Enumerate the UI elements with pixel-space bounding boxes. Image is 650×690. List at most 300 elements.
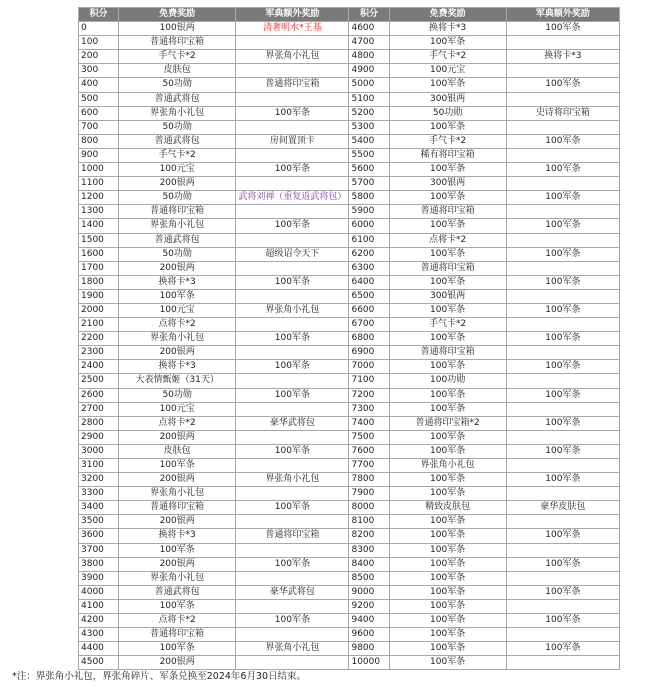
points-cell: 9000 <box>349 585 389 599</box>
extra-reward-cell <box>506 289 619 303</box>
free-reward-cell: 100军条 <box>389 360 506 374</box>
free-reward-cell: 50功勋 <box>119 247 236 261</box>
table-row <box>79 473 620 487</box>
extra-reward-cell <box>236 459 349 473</box>
points-cell: 6800 <box>349 332 389 346</box>
points-cell: 4400 <box>79 642 119 656</box>
free-reward-cell: 100军条 <box>389 36 506 50</box>
points-cell: 2500 <box>79 374 119 388</box>
extra-reward-cell: 界张角小礼包 <box>236 50 349 64</box>
free-reward-cell: 100军条 <box>389 599 506 613</box>
free-reward-cell: 200银两 <box>119 261 236 275</box>
extra-reward-cell: 100军条 <box>506 163 619 177</box>
extra-reward-cell: 界张角小礼包 <box>236 303 349 317</box>
table-row <box>79 614 620 628</box>
points-cell: 400 <box>79 78 119 92</box>
points-cell: 8300 <box>349 543 389 557</box>
extra-reward-cell <box>236 120 349 134</box>
points-cell: 1200 <box>79 191 119 205</box>
extra-reward-cell <box>506 233 619 247</box>
free-reward-cell: 界张角小礼包 <box>119 487 236 501</box>
points-cell: 7600 <box>349 444 389 458</box>
points-cell: 2600 <box>79 388 119 402</box>
extra-reward-cell: 100军条 <box>506 473 619 487</box>
table-row <box>79 543 620 557</box>
free-reward-cell: 点将卡*2 <box>119 416 236 430</box>
extra-reward-cell <box>236 148 349 162</box>
points-cell: 800 <box>79 134 119 148</box>
points-cell: 2100 <box>79 318 119 332</box>
points-cell: 4900 <box>349 64 389 78</box>
extra-reward-cell <box>236 318 349 332</box>
points-cell: 7400 <box>349 416 389 430</box>
free-reward-cell: 100军条 <box>389 303 506 317</box>
free-reward-cell: 手气卡*2 <box>119 50 236 64</box>
extra-reward-cell: 超级诏令天下 <box>236 247 349 261</box>
free-reward-cell: 100军条 <box>389 529 506 543</box>
table-row <box>79 50 620 64</box>
extra-reward-cell: 清奢明水*王基 <box>236 22 349 36</box>
extra-reward-cell <box>236 289 349 303</box>
table-row <box>79 106 620 120</box>
extra-reward-cell: 100军条 <box>506 614 619 628</box>
points-cell: 4100 <box>79 599 119 613</box>
table-row <box>79 64 620 78</box>
table-row <box>79 459 620 473</box>
extra-reward-cell: 100军条 <box>506 275 619 289</box>
extra-reward-cell <box>506 261 619 275</box>
points-cell: 8500 <box>349 571 389 585</box>
extra-reward-cell <box>506 402 619 416</box>
free-reward-cell: 皮肤包 <box>119 64 236 78</box>
free-reward-cell: 100军条 <box>389 487 506 501</box>
table-row <box>79 134 620 148</box>
points-cell: 5600 <box>349 163 389 177</box>
table-row <box>79 318 620 332</box>
points-cell: 2900 <box>79 430 119 444</box>
table-row <box>79 247 620 261</box>
points-cell: 6200 <box>349 247 389 261</box>
extra-reward-cell <box>506 205 619 219</box>
table-row <box>79 177 620 191</box>
free-reward-cell: 100军条 <box>389 628 506 642</box>
free-reward-cell: 100军条 <box>389 543 506 557</box>
points-cell: 2700 <box>79 402 119 416</box>
table-row <box>79 557 620 571</box>
free-reward-cell: 200银两 <box>119 473 236 487</box>
free-reward-cell: 点将卡*2 <box>119 614 236 628</box>
extra-reward-cell: 100军条 <box>506 444 619 458</box>
header-extra-right: 军典额外奖励 <box>506 8 619 22</box>
extra-reward-cell <box>236 261 349 275</box>
extra-reward-cell: 100军条 <box>236 219 349 233</box>
free-reward-cell: 100元宝 <box>119 303 236 317</box>
extra-reward-cell <box>236 36 349 50</box>
points-cell: 2200 <box>79 332 119 346</box>
points-cell: 2400 <box>79 360 119 374</box>
points-cell: 1500 <box>79 233 119 247</box>
extra-reward-cell: 100军条 <box>236 275 349 289</box>
free-reward-cell: 普通将印宝箱 <box>389 205 506 219</box>
free-reward-cell: 换将卡*3 <box>389 22 506 36</box>
extra-reward-cell: 豪华皮肤包 <box>506 501 619 515</box>
free-reward-cell: 100军条 <box>389 191 506 205</box>
free-reward-cell: 100军条 <box>119 543 236 557</box>
points-cell: 7000 <box>349 360 389 374</box>
free-reward-cell: 100军条 <box>389 656 506 670</box>
free-reward-cell: 换将卡*3 <box>119 360 236 374</box>
extra-reward-cell: 界张角小礼包 <box>236 642 349 656</box>
points-cell: 1000 <box>79 163 119 177</box>
extra-reward-cell <box>506 571 619 585</box>
points-cell: 1300 <box>79 205 119 219</box>
points-cell: 4000 <box>79 585 119 599</box>
table-row <box>79 374 620 388</box>
table-row <box>79 388 620 402</box>
points-cell: 6000 <box>349 219 389 233</box>
extra-reward-cell <box>506 628 619 642</box>
header-free-left: 免费奖励 <box>119 8 236 22</box>
extra-reward-cell <box>236 402 349 416</box>
free-reward-cell: 100军条 <box>389 219 506 233</box>
extra-reward-cell: 普通将印宝箱 <box>236 529 349 543</box>
extra-reward-cell <box>506 515 619 529</box>
points-cell: 4700 <box>349 36 389 50</box>
free-reward-cell: 普通将印宝箱*2 <box>389 416 506 430</box>
extra-reward-cell: 100军条 <box>236 332 349 346</box>
points-cell: 1700 <box>79 261 119 275</box>
table-row <box>79 289 620 303</box>
points-cell: 1100 <box>79 177 119 191</box>
points-cell: 6700 <box>349 318 389 332</box>
free-reward-cell: 200银两 <box>119 515 236 529</box>
points-cell: 9200 <box>349 599 389 613</box>
table-row <box>79 219 620 233</box>
free-reward-cell: 100军条 <box>389 614 506 628</box>
extra-reward-cell <box>506 374 619 388</box>
extra-reward-cell <box>506 599 619 613</box>
free-reward-cell: 普通武将包 <box>119 92 236 106</box>
points-cell: 0 <box>79 22 119 36</box>
points-cell: 5100 <box>349 92 389 106</box>
free-reward-cell: 100军条 <box>389 571 506 585</box>
extra-reward-cell: 100军条 <box>236 106 349 120</box>
table-row <box>79 163 620 177</box>
extra-reward-cell <box>236 571 349 585</box>
points-cell: 7100 <box>349 374 389 388</box>
points-cell: 300 <box>79 64 119 78</box>
free-reward-cell: 200银两 <box>119 656 236 670</box>
points-cell: 7900 <box>349 487 389 501</box>
free-reward-cell: 100银两 <box>119 22 236 36</box>
extra-reward-cell: 普通将印宝箱 <box>236 78 349 92</box>
points-cell: 7200 <box>349 388 389 402</box>
points-cell: 700 <box>79 120 119 134</box>
free-reward-cell: 普通将印宝箱 <box>389 261 506 275</box>
points-cell: 3000 <box>79 444 119 458</box>
points-cell: 5300 <box>349 120 389 134</box>
points-cell: 6600 <box>349 303 389 317</box>
extra-reward-cell <box>506 430 619 444</box>
extra-reward-cell <box>236 515 349 529</box>
table-row <box>79 628 620 642</box>
extra-reward-cell <box>236 487 349 501</box>
free-reward-cell: 100军条 <box>119 599 236 613</box>
free-reward-cell: 300银两 <box>389 289 506 303</box>
extra-reward-cell: 武将刘禅（重复返武将包） <box>236 191 349 205</box>
free-reward-cell: 普通将印宝箱 <box>389 346 506 360</box>
points-cell: 5400 <box>349 134 389 148</box>
points-cell: 9400 <box>349 614 389 628</box>
points-cell: 200 <box>79 50 119 64</box>
points-cell: 3200 <box>79 473 119 487</box>
table-row <box>79 599 620 613</box>
table-row <box>79 529 620 543</box>
free-reward-cell: 100军条 <box>389 120 506 134</box>
free-reward-cell: 300银两 <box>389 92 506 106</box>
points-cell: 8400 <box>349 557 389 571</box>
points-cell: 3700 <box>79 543 119 557</box>
points-cell: 6900 <box>349 346 389 360</box>
extra-reward-cell <box>236 543 349 557</box>
free-reward-cell: 100军条 <box>389 163 506 177</box>
extra-reward-cell: 100军条 <box>506 557 619 571</box>
extra-reward-cell <box>506 36 619 50</box>
free-reward-cell: 200银两 <box>119 177 236 191</box>
extra-reward-cell: 100军条 <box>506 247 619 261</box>
points-cell: 5900 <box>349 205 389 219</box>
table-row <box>79 120 620 134</box>
table-row <box>79 205 620 219</box>
free-reward-cell: 100军条 <box>389 585 506 599</box>
extra-reward-cell: 100军条 <box>506 388 619 402</box>
extra-reward-cell <box>506 64 619 78</box>
free-reward-cell: 100功勋 <box>389 374 506 388</box>
free-reward-cell: 100军条 <box>119 459 236 473</box>
points-cell: 4500 <box>79 656 119 670</box>
table-row <box>79 92 620 106</box>
free-reward-cell: 换将卡*3 <box>119 275 236 289</box>
points-cell: 100 <box>79 36 119 50</box>
table-row <box>79 233 620 247</box>
free-reward-cell: 100军条 <box>119 289 236 303</box>
free-reward-cell: 换将卡*3 <box>119 529 236 543</box>
table-row <box>79 22 620 36</box>
table-row <box>79 78 620 92</box>
free-reward-cell: 50功勋 <box>389 106 506 120</box>
free-reward-cell: 大表情甄姬（31天） <box>119 374 236 388</box>
free-reward-cell: 100军条 <box>389 247 506 261</box>
points-cell: 6100 <box>349 233 389 247</box>
extra-reward-cell <box>506 120 619 134</box>
free-reward-cell: 界张角小礼包 <box>119 571 236 585</box>
extra-reward-cell <box>506 148 619 162</box>
table-row <box>79 571 620 585</box>
points-cell: 5000 <box>349 78 389 92</box>
points-cell: 7300 <box>349 402 389 416</box>
points-cell: 8000 <box>349 501 389 515</box>
table-row <box>79 642 620 656</box>
points-cell: 7800 <box>349 473 389 487</box>
points-cell: 600 <box>79 106 119 120</box>
extra-reward-cell: 100军条 <box>506 585 619 599</box>
points-cell: 4300 <box>79 628 119 642</box>
free-reward-cell: 普通武将包 <box>119 233 236 247</box>
table-row <box>79 303 620 317</box>
points-cell: 1400 <box>79 219 119 233</box>
table-row <box>79 487 620 501</box>
extra-reward-cell: 100军条 <box>506 303 619 317</box>
extra-reward-cell: 100军条 <box>236 444 349 458</box>
extra-reward-cell <box>506 656 619 670</box>
free-reward-cell: 100军条 <box>389 444 506 458</box>
free-reward-cell: 界张角小礼包 <box>119 106 236 120</box>
points-cell: 8200 <box>349 529 389 543</box>
extra-reward-cell: 100军条 <box>506 332 619 346</box>
points-cell: 6500 <box>349 289 389 303</box>
free-reward-cell: 精致皮肤包 <box>389 501 506 515</box>
table-body <box>79 22 620 670</box>
free-reward-cell: 普通武将包 <box>119 585 236 599</box>
free-reward-cell: 100军条 <box>389 430 506 444</box>
points-cell: 4800 <box>349 50 389 64</box>
extra-reward-cell: 100军条 <box>506 529 619 543</box>
extra-reward-cell: 换将卡*3 <box>506 50 619 64</box>
extra-reward-cell <box>506 543 619 557</box>
extra-reward-cell <box>506 318 619 332</box>
points-cell: 2800 <box>79 416 119 430</box>
points-cell: 4600 <box>349 22 389 36</box>
free-reward-cell: 100元宝 <box>389 64 506 78</box>
extra-reward-cell <box>236 233 349 247</box>
points-cell: 5800 <box>349 191 389 205</box>
free-reward-cell: 普通将印宝箱 <box>119 501 236 515</box>
free-reward-cell: 手气卡*2 <box>119 148 236 162</box>
table-row <box>79 148 620 162</box>
points-cell: 5200 <box>349 106 389 120</box>
extra-reward-cell: 100军条 <box>506 360 619 374</box>
extra-reward-cell: 100军条 <box>506 219 619 233</box>
points-cell: 10000 <box>349 656 389 670</box>
table-row <box>79 36 620 50</box>
points-cell: 7500 <box>349 430 389 444</box>
extra-reward-cell <box>236 374 349 388</box>
extra-reward-cell <box>236 92 349 106</box>
table-row <box>79 444 620 458</box>
free-reward-cell: 50功勋 <box>119 120 236 134</box>
extra-reward-cell: 史诗将印宝箱 <box>506 106 619 120</box>
extra-reward-cell: 100军条 <box>506 78 619 92</box>
points-cell: 3100 <box>79 459 119 473</box>
free-reward-cell: 100军条 <box>389 557 506 571</box>
table-row <box>79 275 620 289</box>
points-cell: 4200 <box>79 614 119 628</box>
points-cell: 2300 <box>79 346 119 360</box>
header-points-left: 积分 <box>79 8 119 22</box>
header-extra-left: 军典额外奖励 <box>236 8 349 22</box>
extra-reward-cell: 界张角小礼包 <box>236 473 349 487</box>
free-reward-cell: 稀有将印宝箱 <box>389 148 506 162</box>
points-cell: 9800 <box>349 642 389 656</box>
free-reward-cell: 100元宝 <box>119 402 236 416</box>
free-reward-cell: 100军条 <box>389 642 506 656</box>
points-cell: 1900 <box>79 289 119 303</box>
table-row <box>79 416 620 430</box>
header-row <box>79 8 620 22</box>
points-cell: 5700 <box>349 177 389 191</box>
extra-reward-cell <box>236 64 349 78</box>
points-cell: 500 <box>79 92 119 106</box>
points-cell: 3900 <box>79 571 119 585</box>
table-row <box>79 261 620 275</box>
table-row <box>79 346 620 360</box>
table-row <box>79 501 620 515</box>
free-reward-cell: 手气卡*2 <box>389 134 506 148</box>
free-reward-cell: 300银两 <box>389 177 506 191</box>
free-reward-cell: 100军条 <box>389 388 506 402</box>
free-reward-cell: 普通将印宝箱 <box>119 36 236 50</box>
free-reward-cell: 100元宝 <box>119 163 236 177</box>
extra-reward-cell <box>506 177 619 191</box>
header-points-right: 积分 <box>349 8 389 22</box>
table-row <box>79 332 620 346</box>
extra-reward-cell: 100军条 <box>506 642 619 656</box>
points-cell: 7700 <box>349 459 389 473</box>
extra-reward-cell <box>236 346 349 360</box>
extra-reward-cell: 100军条 <box>506 134 619 148</box>
free-reward-cell: 皮肤包 <box>119 444 236 458</box>
points-cell: 3600 <box>79 529 119 543</box>
points-cell: 3300 <box>79 487 119 501</box>
extra-reward-cell: 100军条 <box>236 163 349 177</box>
extra-reward-cell: 豪华武将包 <box>236 585 349 599</box>
extra-reward-cell: 100军条 <box>506 191 619 205</box>
free-reward-cell: 普通将印宝箱 <box>119 628 236 642</box>
table-row <box>79 430 620 444</box>
table-row <box>79 360 620 374</box>
footnote: *注：界张角小礼包，界张角碎片、军条兑换至2024年6月30日结束。 <box>12 671 307 682</box>
extra-reward-cell: 100军条 <box>506 416 619 430</box>
free-reward-cell: 200银两 <box>119 557 236 571</box>
extra-reward-cell <box>506 487 619 501</box>
free-reward-cell: 手气卡*2 <box>389 50 506 64</box>
table-row <box>79 402 620 416</box>
extra-reward-cell: 100军条 <box>236 388 349 402</box>
free-reward-cell: 100军条 <box>389 473 506 487</box>
points-cell: 1600 <box>79 247 119 261</box>
table-row <box>79 515 620 529</box>
extra-reward-cell: 房间置顶卡 <box>236 134 349 148</box>
extra-reward-cell: 100军条 <box>236 360 349 374</box>
free-reward-cell: 200银两 <box>119 346 236 360</box>
reward-table <box>78 7 620 670</box>
free-reward-cell: 100军条 <box>389 275 506 289</box>
points-cell: 3500 <box>79 515 119 529</box>
extra-reward-cell <box>506 92 619 106</box>
free-reward-cell: 50功勋 <box>119 191 236 205</box>
points-cell: 9600 <box>349 628 389 642</box>
free-reward-cell: 50功勋 <box>119 388 236 402</box>
table-row <box>79 585 620 599</box>
points-cell: 6300 <box>349 261 389 275</box>
extra-reward-cell <box>236 177 349 191</box>
points-cell: 3800 <box>79 557 119 571</box>
extra-reward-cell: 100军条 <box>236 557 349 571</box>
free-reward-cell: 界张角小礼包 <box>119 332 236 346</box>
points-cell: 3400 <box>79 501 119 515</box>
extra-reward-cell <box>236 205 349 219</box>
points-cell: 900 <box>79 148 119 162</box>
